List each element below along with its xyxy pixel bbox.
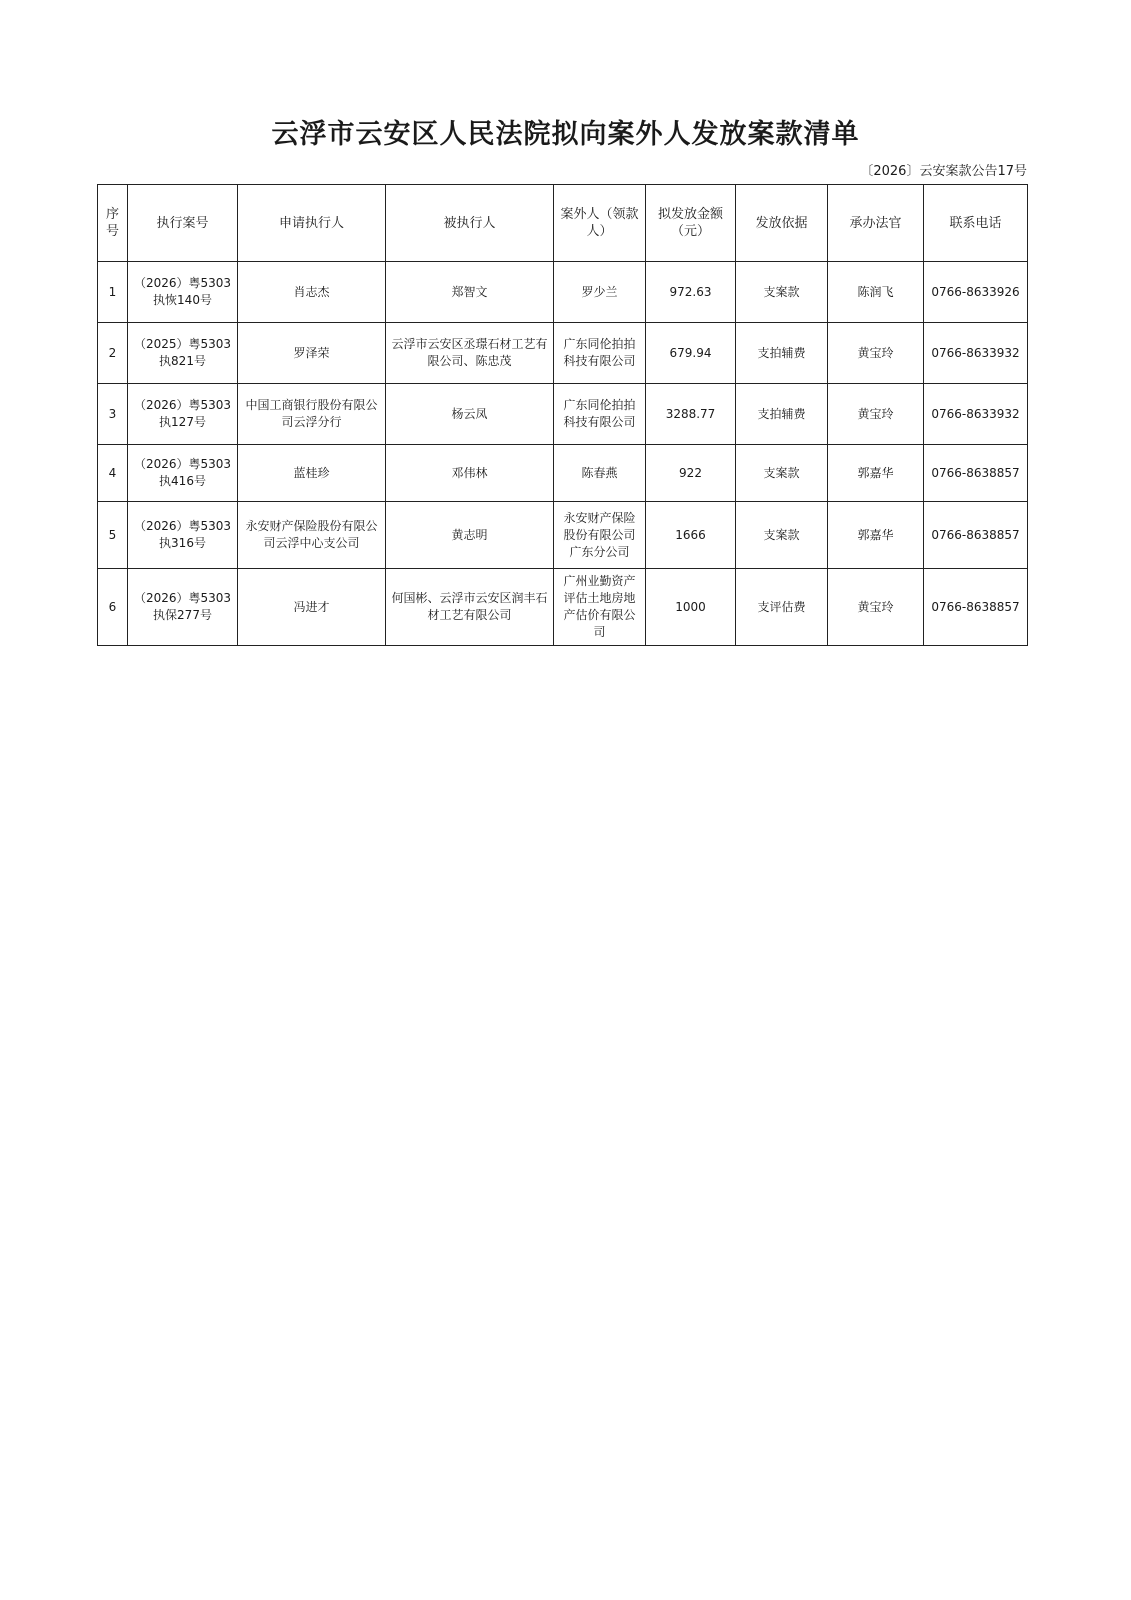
cell-amount: 1000: [646, 569, 736, 646]
header-payee: 案外人（领款人）: [554, 185, 646, 262]
cell-judge: 郭嘉华: [828, 445, 924, 502]
cell-respondent: 郑智文: [386, 262, 554, 323]
cell-applicant: 中国工商银行股份有限公司云浮分行: [238, 384, 386, 445]
document-number: 〔2026〕云安案款公告17号: [860, 164, 1027, 179]
case-payment-table: [97, 184, 1028, 646]
cell-judge: 黄宝玲: [828, 384, 924, 445]
table-row: [98, 445, 1028, 502]
cell-payee: 广州业勤资产评估土地房地产估价有限公司: [554, 569, 646, 646]
cell-payee: 陈春燕: [554, 445, 646, 502]
cell-index: 6: [98, 569, 128, 646]
cell-case-number: （2026）粤5303执316号: [128, 502, 238, 569]
cell-applicant: 肖志杰: [238, 262, 386, 323]
cell-payee: 广东同伦拍拍科技有限公司: [554, 323, 646, 384]
header-respondent: 被执行人: [386, 185, 554, 262]
cell-payee: 广东同伦拍拍科技有限公司: [554, 384, 646, 445]
cell-basis: 支拍辅费: [736, 384, 828, 445]
table-row: [98, 262, 1028, 323]
cell-amount: 972.63: [646, 262, 736, 323]
cell-payee: 罗少兰: [554, 262, 646, 323]
header-applicant: 申请执行人: [238, 185, 386, 262]
cell-respondent: 何国彬、云浮市云安区润丰石材工艺有限公司: [386, 569, 554, 646]
cell-applicant: 罗泽荣: [238, 323, 386, 384]
header-judge: 承办法官: [828, 185, 924, 262]
cell-amount: 3288.77: [646, 384, 736, 445]
cell-basis: 支拍辅费: [736, 323, 828, 384]
cell-judge: 黄宝玲: [828, 569, 924, 646]
cell-case-number: （2026）粤5303执416号: [128, 445, 238, 502]
cell-basis: 支案款: [736, 262, 828, 323]
header-basis: 发放依据: [736, 185, 828, 262]
cell-respondent: 杨云凤: [386, 384, 554, 445]
cell-index: 3: [98, 384, 128, 445]
cell-basis: 支评估费: [736, 569, 828, 646]
cell-judge: 郭嘉华: [828, 502, 924, 569]
cell-respondent: 黄志明: [386, 502, 554, 569]
cell-phone: 0766-8638857: [924, 502, 1028, 569]
cell-amount: 1666: [646, 502, 736, 569]
header-index: 序号: [98, 185, 128, 262]
cell-phone: 0766-8633932: [924, 384, 1028, 445]
page-title: 云浮市云安区人民法院拟向案外人发放案款清单: [271, 119, 860, 150]
cell-index: 5: [98, 502, 128, 569]
cell-applicant: 永安财产保险股份有限公司云浮中心支公司: [238, 502, 386, 569]
cell-index: 2: [98, 323, 128, 384]
cell-payee: 永安财产保险股份有限公司广东分公司: [554, 502, 646, 569]
cell-respondent: 邓伟林: [386, 445, 554, 502]
table-row: [98, 569, 1028, 646]
table-row: [98, 323, 1028, 384]
cell-phone: 0766-8638857: [924, 569, 1028, 646]
cell-basis: 支案款: [736, 502, 828, 569]
cell-judge: 陈润飞: [828, 262, 924, 323]
cell-phone: 0766-8638857: [924, 445, 1028, 502]
header-case-number: 执行案号: [128, 185, 238, 262]
header-amount: 拟发放金额（元）: [646, 185, 736, 262]
table-header-row: [98, 185, 1028, 262]
cell-index: 1: [98, 262, 128, 323]
cell-judge: 黄宝玲: [828, 323, 924, 384]
header-phone: 联系电话: [924, 185, 1028, 262]
table-row: [98, 384, 1028, 445]
cell-amount: 679.94: [646, 323, 736, 384]
cell-case-number: （2025）粤5303执821号: [128, 323, 238, 384]
cell-case-number: （2026）粤5303执保277号: [128, 569, 238, 646]
cell-basis: 支案款: [736, 445, 828, 502]
cell-case-number: （2026）粤5303执恢140号: [128, 262, 238, 323]
cell-applicant: 冯进才: [238, 569, 386, 646]
cell-phone: 0766-8633932: [924, 323, 1028, 384]
cell-amount: 922: [646, 445, 736, 502]
cell-phone: 0766-8633926: [924, 262, 1028, 323]
table-row: [98, 502, 1028, 569]
cell-respondent: 云浮市云安区丞璟石材工艺有限公司、陈忠茂: [386, 323, 554, 384]
cell-case-number: （2026）粤5303执127号: [128, 384, 238, 445]
cell-applicant: 蓝桂珍: [238, 445, 386, 502]
cell-index: 4: [98, 445, 128, 502]
